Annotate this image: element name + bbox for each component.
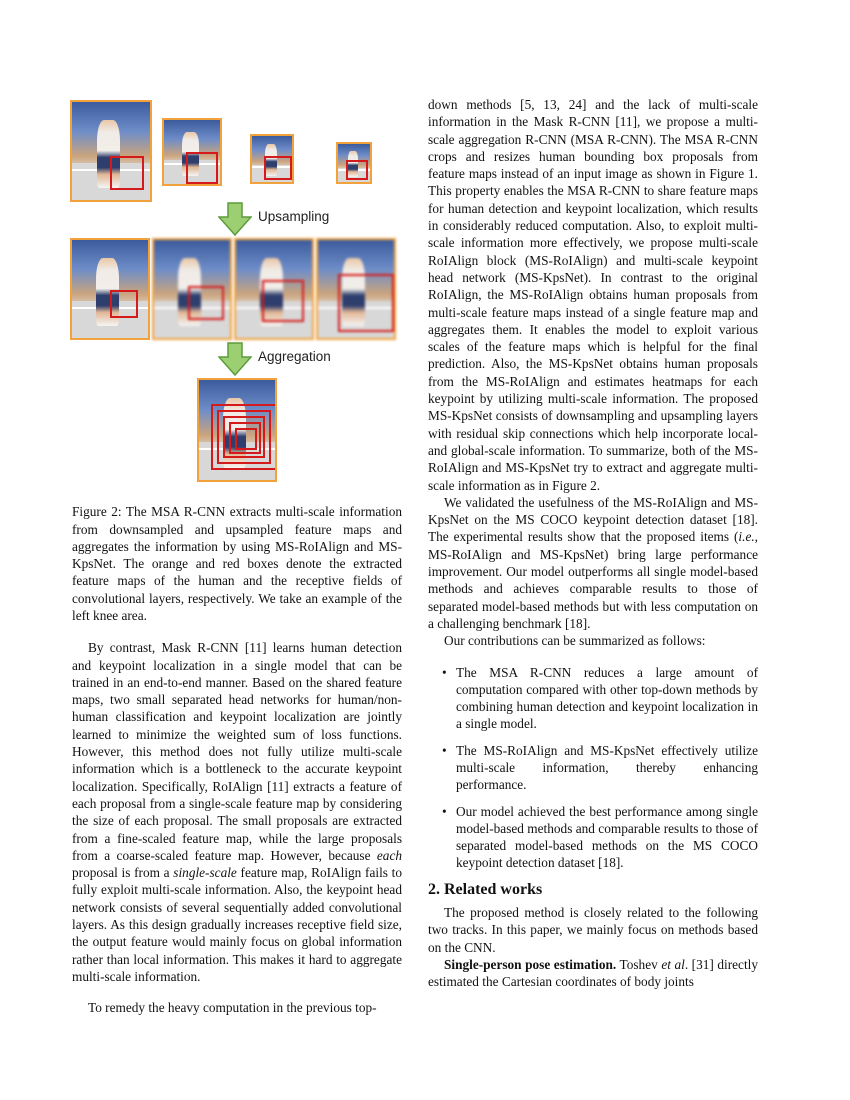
paragraph: By contrast, Mask R-CNN [11] learns human detection and keypoint localization in a single model that can be trained in an end-to-end manner. Based on the shared feature maps, two small separated head networks for human/non-human classification and keypoint localization are jointly learned to minimize the weighted sum of loss functions. However, this method does not fully utilize multi-scale information which is a bottleneck to the accurate keypoint localization. Specifically, RoIAlign [11] extracts a feature of each proposal from a single-scale feature map by considering the size of each proposal. The small proposals are extracted from a fine-scaled feature map, while the large proposals from a coarse-scaled feature map. However, because each proposal is from a single-scale feature map, RoIAlign fails to fully exploit multi-scale information. Also, the keypoint head network consists of several sequentially added convolutional layers. As this design gradually increases receptive field size, the output feature would mainly focus on global information rather than local information. This makes it hard to aggregate multi-scale information. <box>72 640 402 984</box>
receptive-field-box <box>338 274 394 332</box>
upsampled-map-2 <box>152 238 232 340</box>
receptive-field-box <box>346 160 368 180</box>
receptive-field-box <box>262 280 304 322</box>
input-image-scale-4 <box>336 142 372 184</box>
upsampling-label: Upsampling <box>258 209 330 224</box>
upsampled-map-1 <box>70 238 150 340</box>
aggregation-arrow-icon <box>218 342 252 376</box>
right-column <box>428 96 758 991</box>
receptive-field-box <box>110 156 144 190</box>
input-image-scale-1 <box>70 100 152 202</box>
left-column <box>72 626 402 1029</box>
figure-caption: Figure 2: The MSA R-CNN extracts multi-scale information from downsampled and upsampled feature maps and aggregates the information by using MS-RoIAlign and MS-KpsNet. The orange and red boxes denote the extracted feature maps of the human and the receptive fields of convolutional layers, respectively. We take an example of the left knee area. <box>72 504 402 624</box>
paragraph: We validated the usefulness of the MS-RoIAlign and MS-KpsNet on the MS COCO keypoint detection dataset [18]. The experimental results show that the proposed items (i.e., MS-RoIAlign and MS-KpsNet) bring large performance improvement. Our model outperforms all single model-based methods and achieves comparable results to those of separated model-based methods but with less computation on a challenging benchmark [18]. <box>428 494 758 631</box>
receptive-field-box <box>264 156 292 180</box>
upsampled-map-4 <box>316 238 396 340</box>
input-image-scale-3 <box>250 134 294 184</box>
paragraph: Single-person pose estimation. Toshev et al. [31] directly estimated the Cartesian coordinates of body joints <box>428 956 759 990</box>
paragraph: down methods [5, 13, 24] and the lack of multi-scale information in the Mask R-CNN [11], we propose a multi-scale aggregation R-CNN (MSA R-CNN). The MSA R-CNN crops and resizes human bounding box proposals from feature maps instead of an input image as shown in Figure 1. This property enables the MSA R-CNN to share feature maps for human detection and keypoint localization, which results in considerably reduced computation. Also, to exploit multi-scale information more effectively, we propose multi-scale RoIAlign block (MS-RoIAlign) and multi-scale keypoint head network (MS-KpsNet). In contrast to the original RoIAlign, the MS-RoIAlign obtains human proposals from multi-scale feature maps instead of a single feature map and aggregates them. It enables the model to exploit various scales of the feature maps which is helpful for the final prediction. Also, the MS-KpsNet obtains human proposals from the MS-RoIAlign and estimates heatmaps for each keypoint by utilizing multi-scale information. The proposed MS-KpsNet consists of downsampling and upsampling layers with residual skip connections which help incorporate local- and global-scale information. To summarize, both of the MS-RoIAlign and MS-KpsNet try to extract and aggregate multi-scale information as in Figure 2. <box>428 97 758 493</box>
paragraph: To remedy the heavy computation in the previous top- <box>88 999 377 1015</box>
section-heading: 2. Related works <box>428 880 543 898</box>
input-image-scale-2 <box>162 118 222 186</box>
aggregated-map <box>197 378 277 482</box>
aggregation-label: Aggregation <box>258 349 331 364</box>
list-item: • The MSA R-CNN reduces a large amount of computation compared with other top-down methods by combining human detection and keypoint localization in a single model. <box>442 664 758 732</box>
list-item: • The MS-RoIAlign and MS-KpsNet effectively utilize multi-scale information, thereby enhancing performance. <box>442 742 758 793</box>
paragraph: Our contributions can be summarized as follows: <box>444 633 706 649</box>
receptive-field-box <box>186 152 218 184</box>
contributions-list <box>428 664 758 872</box>
list-item: • Our model achieved the best performance among single model-based methods and comparable results to those of separated model-based methods on the MS COCO keypoint detection dataset [18]. <box>442 803 758 871</box>
receptive-field-box <box>110 290 138 318</box>
figure-2 <box>60 96 420 491</box>
receptive-field-box <box>211 404 277 470</box>
upsampling-arrow-icon <box>218 202 252 236</box>
receptive-field-box <box>188 286 224 320</box>
upsampled-map-3 <box>234 238 314 340</box>
paragraph: The proposed method is closely related to the following two tracks. In this paper, we mainly focus on methods based on the CNN. <box>428 905 758 955</box>
